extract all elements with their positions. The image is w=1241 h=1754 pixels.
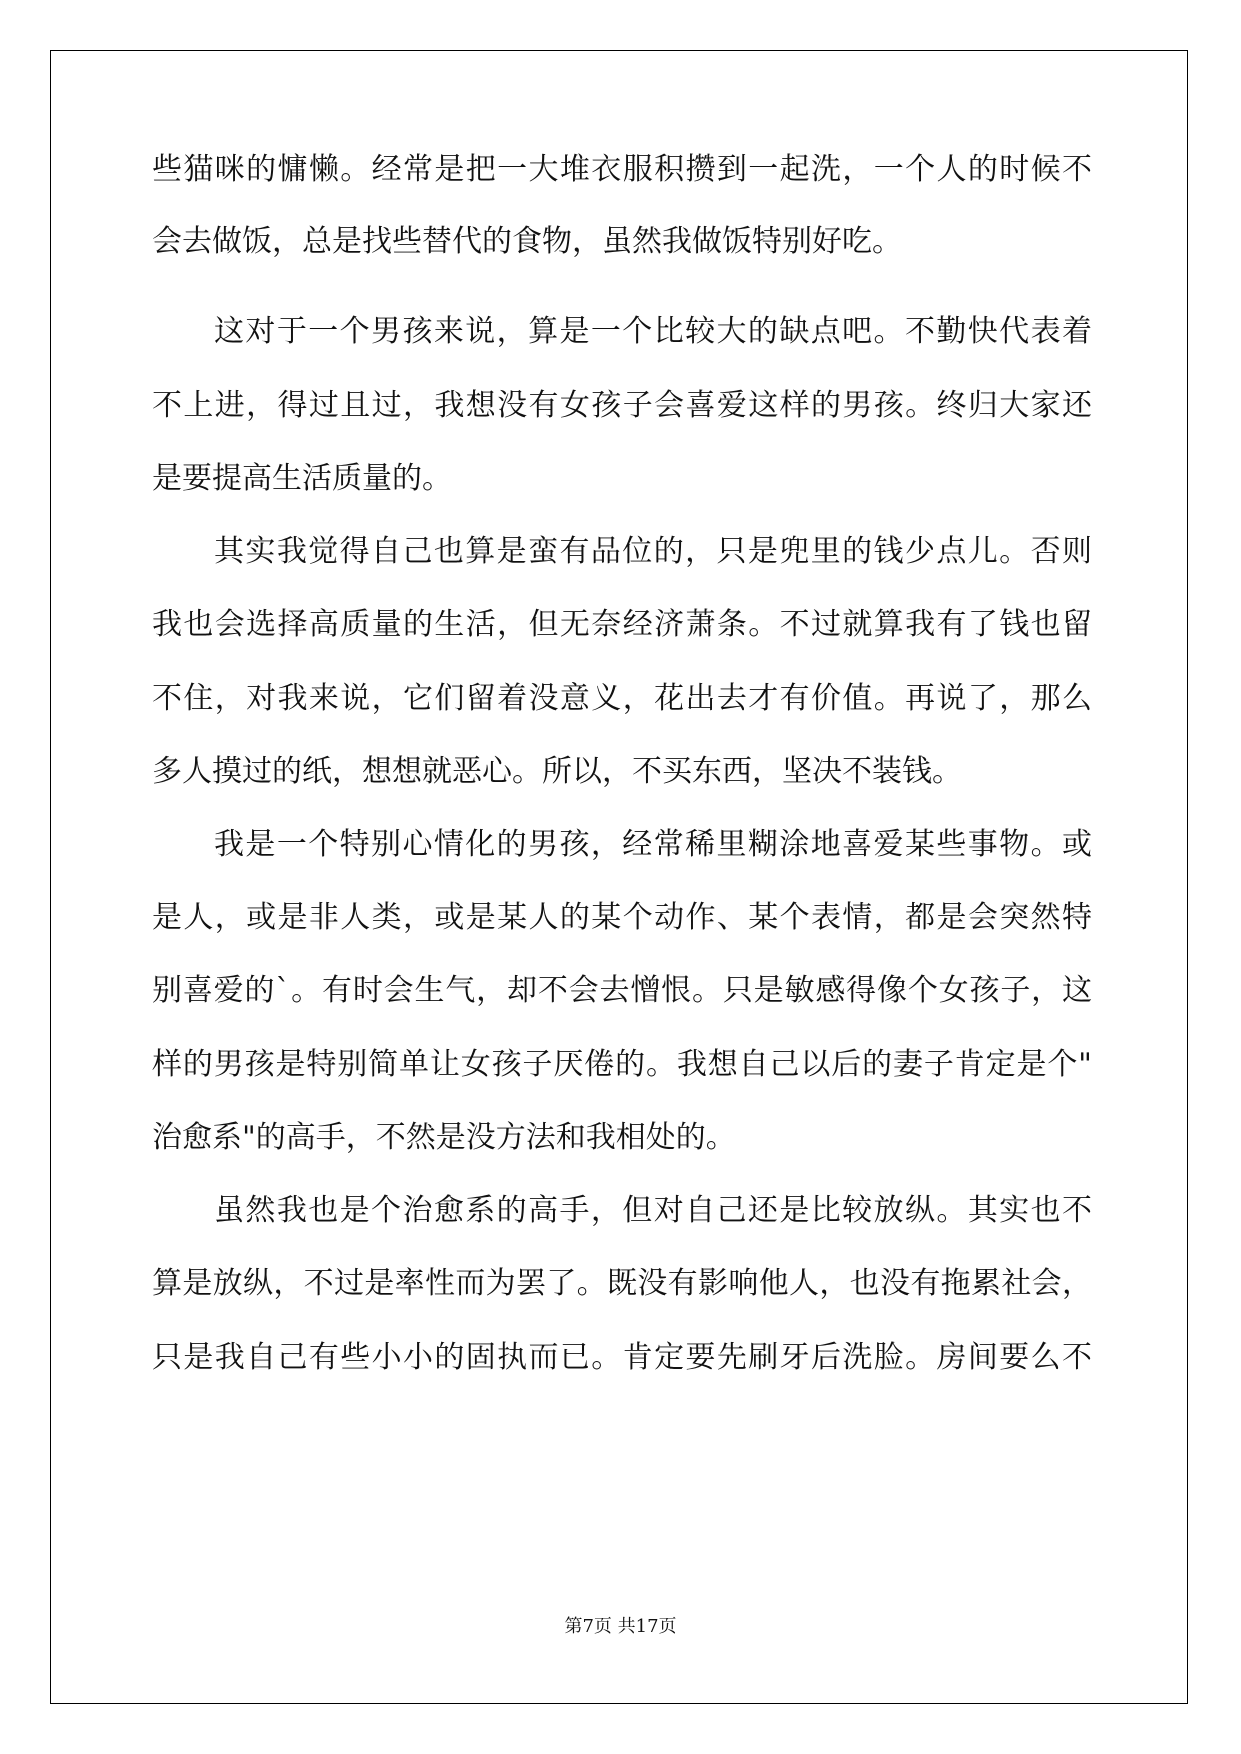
text-line: 是要提高生活质量的。 [152,461,452,496]
text-line: 只是我自己有些小小的固执而已。肯定要先刷牙后洗脸。房间要么不 [152,1340,1092,1375]
text-line: 治愈系"的高手，不然是没方法和我相处的。 [152,1120,736,1155]
text-line: 虽然我也是个治愈系的高手，但对自己还是比较放纵。其实也不 [214,1193,1092,1228]
text-line: 我是一个特别心情化的男孩，经常稀里糊涂地喜爱某些事物。或 [214,827,1092,862]
text-line: 些猫咪的慵懒。经常是把一大堆衣服积攒到一起洗，一个人的时候不 [152,152,1092,187]
text-line: 算是放纵，不过是率性而为罢了。既没有影响他人，也没有拖累社会， [152,1266,1092,1301]
text-line: 不住，对我来说，它们留着没意义，花出去才有价值。再说了，那么 [152,681,1092,716]
page-border [50,50,1188,1704]
text-line: 多人摸过的纸，想想就恶心。所以，不买东西，坚决不装钱。 [152,754,962,789]
text-line: 这对于一个男孩来说，算是一个比较大的缺点吧。不勤快代表着 [214,314,1092,349]
text-line: 我也会选择高质量的生活，但无奈经济萧条。不过就算我有了钱也留 [152,607,1092,642]
text-line: 样的男孩是特别简单让女孩子厌倦的。我想自己以后的妻子肯定是个" [152,1047,1092,1082]
text-line: 会去做饭，总是找些替代的食物，虽然我做饭特别好吃。 [152,224,902,259]
text-line: 别喜爱的`。有时会生气，却不会去憎恨。只是敏感得像个女孩子，这 [152,973,1092,1008]
text-line: 是人，或是非人类，或是某人的某个动作、某个表情，都是会突然特 [152,900,1092,935]
text-line: 不上进，得过且过，我想没有女孩子会喜爱这样的男孩。终归大家还 [152,388,1092,423]
text-line: 其实我觉得自己也算是蛮有品位的，只是兜里的钱少点儿。否则 [214,534,1092,569]
page-footer: 第7页 共17页 [564,1616,677,1637]
